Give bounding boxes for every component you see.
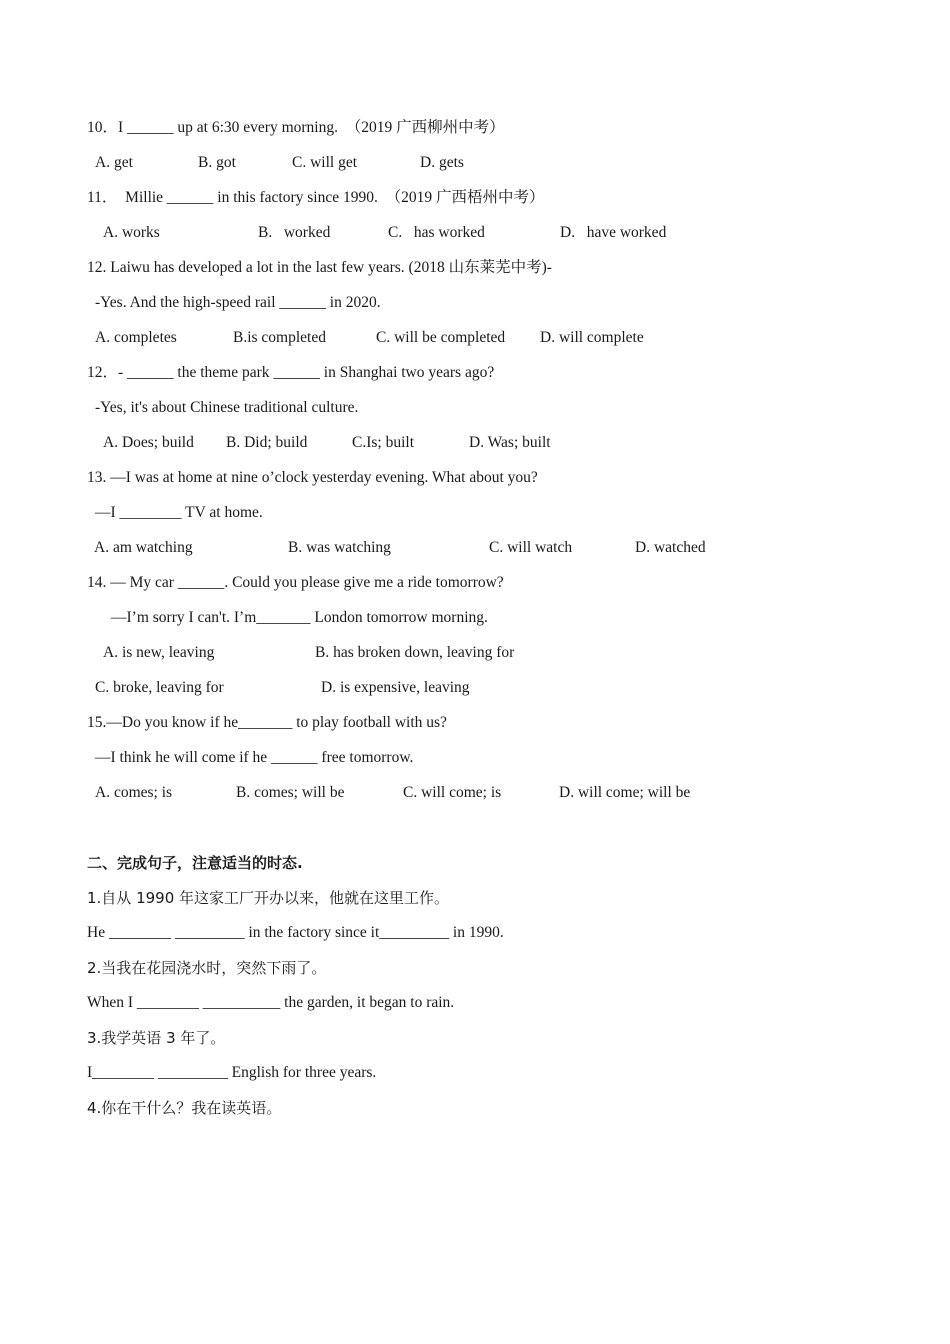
- question-14-option-a: A. is new, leaving: [103, 644, 215, 661]
- question-10-stem: 10．I ______ up at 6:30 every morning. （2019 广西柳州中考）: [87, 119, 505, 136]
- question-12a-option-d: D. will complete: [540, 329, 644, 346]
- question-12b-option-b: B. Did; build: [226, 434, 308, 451]
- sentence-4-chinese: 4.你在干什么？我在读英语。: [87, 1099, 282, 1117]
- question-12b-option-a: A. Does; build: [103, 434, 194, 451]
- sentence-1-english: He ________ _________ in the factory since it_________ in 1990.: [87, 924, 504, 941]
- question-10-option-a: A. get: [95, 154, 133, 171]
- question-15-reply: —I think he will come if he ______ free tomorrow.: [95, 749, 414, 766]
- question-10-option-b: B. got: [198, 154, 236, 171]
- question-13-stem: 13. —I was at home at nine o’clock yesterday evening. What about you?: [87, 469, 538, 486]
- question-14-stem: 14. — My car ______. Could you please give me a ride tomorrow?: [87, 574, 504, 591]
- question-15-option-a: A. comes; is: [95, 784, 173, 801]
- question-11-option-c: C. has worked: [388, 224, 485, 241]
- question-11-option-b: B. worked: [258, 224, 331, 241]
- sentence-3-chinese: 3.我学英语 3 年了。: [87, 1029, 226, 1047]
- question-12a-reply: -Yes. And the high-speed rail ______ in 2020.: [95, 294, 381, 311]
- question-12a-option-c: C. will be completed: [376, 329, 506, 346]
- question-13-option-a: A. am watching: [94, 539, 193, 556]
- question-14-reply: —I’m sorry I can't. I’m_______ London tomorrow morning.: [111, 609, 488, 626]
- question-15-option-d: D. will come; will be: [559, 784, 691, 801]
- question-12b-stem: 12．- ______ the theme park ______ in Shanghai two years ago?: [87, 364, 495, 381]
- question-15-stem: 15.—Do you know if he_______ to play football with us?: [87, 714, 447, 731]
- question-12a-stem: 12. Laiwu has developed a lot in the last few years. (2018 山东莱芜中考)-: [87, 259, 552, 276]
- question-14-option-c: C. broke, leaving for: [95, 679, 224, 696]
- question-13-reply: —I ________ TV at home.: [95, 504, 263, 521]
- question-13-option-b: B. was watching: [288, 539, 391, 556]
- question-11-option-a: A. works: [103, 224, 160, 241]
- question-11-option-d: D. have worked: [560, 224, 667, 241]
- sentence-2-english: When I ________ __________ the garden, it began to rain.: [87, 994, 455, 1011]
- question-12a-option-a: A. completes: [95, 329, 177, 346]
- question-14-option-b: B. has broken down, leaving for: [315, 644, 515, 661]
- question-15-option-c: C. will come; is: [403, 784, 502, 801]
- section-2-heading: 二、完成句子，注意适当的时态.: [87, 854, 303, 872]
- question-12b-option-c: C.Is; built: [352, 434, 415, 451]
- question-10-option-d: D. gets: [420, 154, 464, 171]
- question-10-option-c: C. will get: [292, 154, 358, 171]
- sentence-2-chinese: 2.当我在花园浇水时，突然下雨了。: [87, 959, 327, 977]
- question-14-option-d: D. is expensive, leaving: [321, 679, 470, 696]
- question-12b-option-d: D. Was; built: [469, 434, 551, 451]
- question-12b-reply: -Yes, it's about Chinese traditional culture.: [95, 399, 359, 416]
- sentence-3-english: I________ _________ English for three years.: [87, 1064, 377, 1081]
- question-15-option-b: B. comes; will be: [236, 784, 345, 801]
- question-13-option-c: C. will watch: [489, 539, 573, 556]
- question-12a-option-b: B.is completed: [233, 329, 326, 346]
- question-11-stem: 11． Millie ______ in this factory since 1990. （2019 广西梧州中考）: [87, 189, 545, 206]
- question-13-option-d: D. watched: [635, 539, 706, 556]
- sentence-1-chinese: 1.自从 1990 年这家工厂开办以来，他就在这里工作。: [87, 889, 450, 907]
